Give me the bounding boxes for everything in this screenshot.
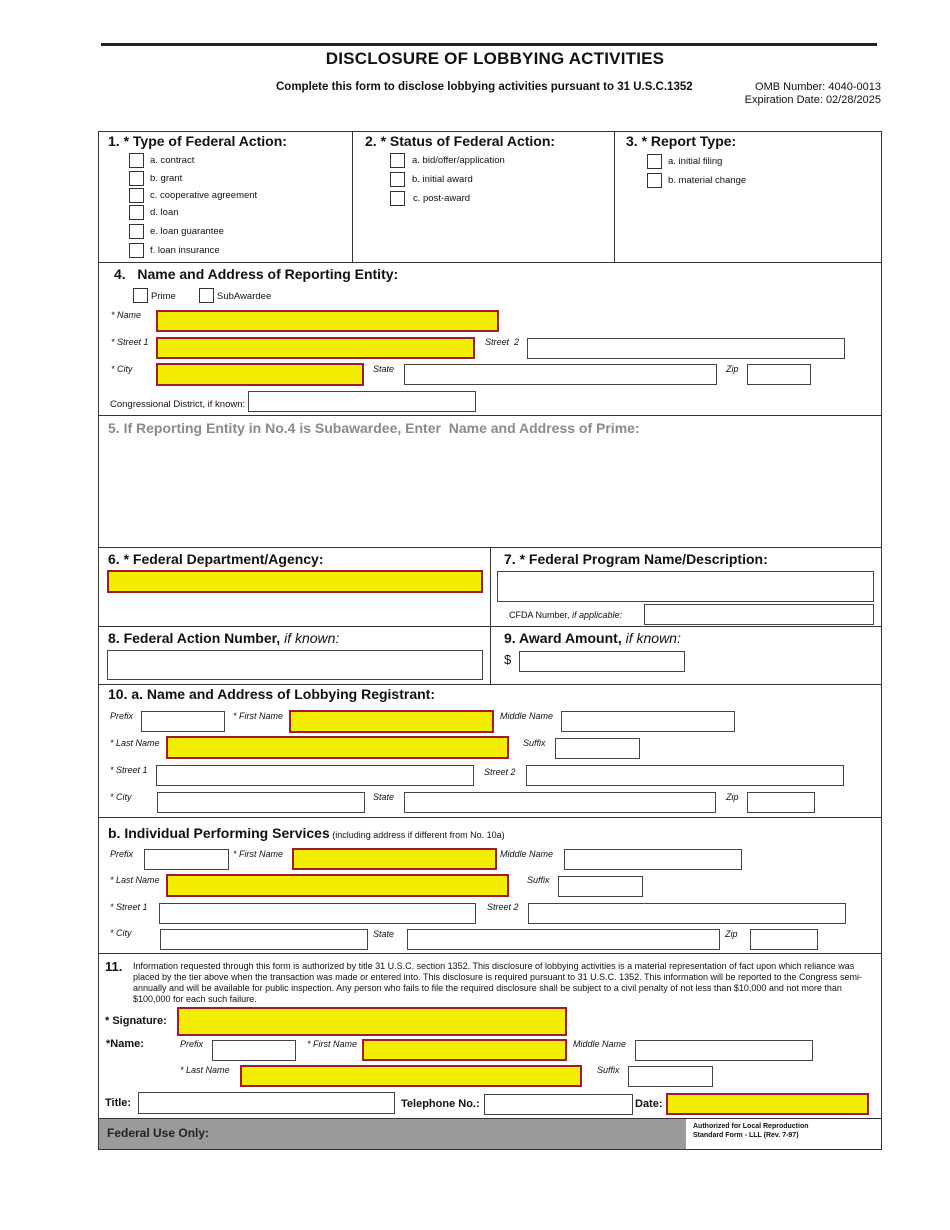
section10b-title-text: b. Individual Performing Services: [108, 825, 330, 841]
telephone-label: Telephone No.:: [401, 1098, 480, 1110]
section9-title-suffix: if known:: [625, 630, 681, 646]
checkbox-loan-insurance[interactable]: [129, 243, 144, 258]
divider: [490, 547, 491, 684]
prefix-label: Prefix: [180, 1039, 204, 1049]
federal-use-label: Federal Use Only:: [107, 1126, 210, 1140]
checkbox-grant[interactable]: [129, 171, 144, 186]
option-label: a. contract: [150, 155, 195, 166]
section6-title: 6. * Federal Department/Agency:: [108, 551, 324, 567]
option-label: c. cooperative agreement: [150, 190, 258, 201]
cfda-label: [509, 610, 622, 620]
reporting-entity-name-input[interactable]: [156, 310, 499, 332]
performer-prefix-input[interactable]: [144, 849, 229, 870]
section2-title: 2. * Status of Federal Action:: [365, 133, 556, 149]
name-label: *Name:: [106, 1038, 144, 1050]
checkbox-cooperative-agreement[interactable]: [129, 188, 144, 203]
registrant-first-name-input[interactable]: [289, 710, 494, 733]
middle-name-label: Middle Name: [573, 1039, 627, 1049]
option-label: c. post-award: [413, 193, 471, 204]
reporting-entity-zip-input[interactable]: [747, 364, 811, 385]
performer-middle-name-input[interactable]: [564, 849, 742, 870]
cfda-label-suffix: if applicable:: [572, 610, 623, 620]
zip-label: Zip: [726, 364, 739, 374]
performer-suffix-input[interactable]: [558, 876, 643, 897]
omb-info: [720, 81, 881, 107]
zip-label: Zip: [726, 792, 739, 802]
registrant-street1-input[interactable]: [156, 765, 474, 786]
suffix-label: Suffix: [527, 875, 550, 885]
registrant-city-input[interactable]: [157, 792, 365, 813]
signer-title-input[interactable]: [138, 1092, 395, 1114]
section11-disclosure-text: Information requested through this form is authorized by title 31 U.S.C. section 1352. This disclosure of lobbying activities is a material representation of fact upon which reliance was placed by the tier above when the transaction was made or entered into. This disclosure is required pursuant to 31 U.S.C. 1352. This information will be reported to the Congress semi-annually and will be available for public inspection. Any person who fails to file the required disclosure shall be subject to a civil penalty of not less than $10,000 and not more than $100,000 for each such failure.: [133, 961, 863, 1004]
form-title: DISCLOSURE OF LOBBYING ACTIVITIES: [325, 49, 665, 68]
section1-title: 1. * Type of Federal Action:: [108, 133, 287, 149]
signer-first-name-input[interactable]: [362, 1039, 567, 1061]
last-name-label: * Last Name: [180, 1065, 230, 1075]
reporting-entity-street2-input[interactable]: [527, 338, 845, 359]
checkbox-loan[interactable]: [129, 205, 144, 220]
divider: [98, 262, 882, 263]
checkbox-initial-award[interactable]: [390, 172, 405, 187]
section8-title-suffix: if known:: [284, 630, 340, 646]
checkbox-contract[interactable]: [129, 153, 144, 168]
state-label: State: [373, 364, 395, 374]
performer-street2-input[interactable]: [528, 903, 846, 924]
option-label: f. loan insurance: [150, 245, 220, 256]
street1-label: * Street 1: [111, 337, 149, 347]
street2-label: Street 2: [484, 767, 516, 777]
last-name-label: * Last Name: [110, 875, 160, 885]
signer-prefix-input[interactable]: [212, 1040, 296, 1061]
federal-agency-input[interactable]: [107, 570, 483, 593]
federal-action-number-input[interactable]: [107, 650, 483, 680]
option-label: e. loan guarantee: [150, 226, 224, 237]
option-label: b. initial award: [412, 174, 473, 185]
signature-date-input[interactable]: [666, 1093, 869, 1115]
street1-label: * Street 1: [110, 902, 148, 912]
reporting-entity-street1-input[interactable]: [156, 337, 475, 359]
reporting-entity-city-input[interactable]: [156, 363, 364, 386]
reporting-entity-state-input[interactable]: [404, 364, 717, 385]
divider: [352, 131, 353, 262]
signer-suffix-input[interactable]: [628, 1066, 713, 1087]
checkbox-prime[interactable]: [133, 288, 148, 303]
performer-first-name-input[interactable]: [292, 848, 497, 870]
cfda-label-text: CFDA Number,: [509, 610, 573, 620]
award-amount-input[interactable]: [519, 651, 685, 672]
section5-title: 5. If Reporting Entity in No.4 is Subawardee, Enter Name and Address of Prime:: [108, 420, 640, 436]
signature-input[interactable]: [177, 1007, 567, 1036]
cfda-number-input[interactable]: [644, 604, 874, 625]
first-name-label: * First Name: [233, 849, 284, 859]
middle-name-label: Middle Name: [500, 711, 554, 721]
section8-title-text: 8. Federal Action Number,: [108, 630, 285, 646]
section8-title: [108, 630, 339, 646]
section3-title: 3. * Report Type:: [626, 133, 737, 149]
form-number-line: Standard Form - LLL (Rev. 7-97): [693, 1132, 799, 1139]
registrant-suffix-input[interactable]: [555, 738, 640, 759]
district-label: Congressional District, if known:: [110, 399, 246, 410]
middle-name-label: Middle Name: [500, 849, 554, 859]
name-label: * Name: [111, 310, 142, 320]
city-label: * City: [110, 792, 132, 802]
divider: [98, 415, 882, 416]
currency-symbol: $: [504, 652, 512, 667]
section9-title-text: 9. Award Amount,: [504, 630, 626, 646]
performer-state-input[interactable]: [407, 929, 720, 950]
section9-title: [504, 630, 681, 646]
divider: [98, 817, 882, 818]
signer-middle-name-input[interactable]: [635, 1040, 813, 1061]
checkbox-initial-filing[interactable]: [647, 154, 662, 169]
street2-label: Street 2: [485, 337, 520, 347]
telephone-input[interactable]: [484, 1094, 633, 1115]
option-label: b. grant: [150, 173, 183, 184]
omb-number: OMB Number: 4040-0013: [755, 81, 881, 93]
expiration-date: Expiration Date: 02/28/2025: [744, 94, 881, 106]
title-label: Title:: [105, 1097, 132, 1109]
authorization-line: Authorized for Local Reproduction: [693, 1123, 809, 1130]
divider: [98, 684, 882, 685]
section10b-title: [108, 825, 505, 841]
registrant-middle-name-input[interactable]: [561, 711, 735, 732]
performer-city-input[interactable]: [160, 929, 368, 950]
option-label: a. bid/offer/application: [412, 155, 505, 166]
street1-label: * Street 1: [110, 765, 148, 775]
registrant-state-input[interactable]: [404, 792, 716, 813]
congressional-district-input[interactable]: [248, 391, 476, 412]
street2-label: Street 2: [487, 902, 519, 912]
date-label: Date:: [635, 1098, 663, 1110]
option-label: d. loan: [150, 207, 179, 218]
suffix-label: Suffix: [597, 1065, 620, 1075]
checkbox-post-award[interactable]: [390, 191, 405, 206]
checkbox-loan-guarantee[interactable]: [129, 224, 144, 239]
checkbox-subawardee[interactable]: [199, 288, 214, 303]
zip-label: Zip: [725, 929, 738, 939]
first-name-label: * First Name: [307, 1039, 358, 1049]
signer-last-name-input[interactable]: [240, 1065, 582, 1087]
section4-title: 4. Name and Address of Reporting Entity:: [114, 266, 399, 282]
subawardee-label: SubAwardee: [217, 291, 272, 302]
federal-program-input[interactable]: [497, 571, 874, 602]
prefix-label: Prefix: [110, 711, 134, 721]
divider: [614, 131, 615, 262]
form-authorization: [693, 1122, 809, 1140]
suffix-label: Suffix: [523, 738, 546, 748]
state-label: State: [373, 792, 395, 802]
option-label: b. material change: [668, 175, 747, 186]
performer-zip-input[interactable]: [750, 929, 818, 950]
checkbox-material-change[interactable]: [647, 173, 662, 188]
section10a-title: 10. a. Name and Address of Lobbying Registrant:: [108, 686, 435, 702]
header-rule: [101, 43, 877, 46]
prefix-label: Prefix: [110, 849, 134, 859]
performer-last-name-input[interactable]: [166, 874, 509, 897]
prime-label: Prime: [151, 291, 176, 302]
registrant-zip-input[interactable]: [747, 792, 815, 813]
performer-street1-input[interactable]: [159, 903, 476, 924]
city-label: * City: [110, 928, 132, 938]
signature-label: * Signature:: [105, 1015, 167, 1027]
section7-title: 7. * Federal Program Name/Description:: [504, 551, 768, 567]
first-name-label: * First Name: [233, 711, 284, 721]
state-label: State: [373, 929, 395, 939]
divider: [98, 953, 882, 954]
option-label: a. initial filing: [668, 156, 723, 167]
registrant-last-name-input[interactable]: [166, 736, 509, 759]
registrant-prefix-input[interactable]: [141, 711, 225, 732]
section11-number: 11.: [105, 959, 123, 974]
city-label: * City: [111, 364, 133, 374]
checkbox-bid-offer[interactable]: [390, 153, 405, 168]
form-subtitle: Complete this form to disclose lobbying activities pursuant to 31 U.S.C.1352: [276, 81, 693, 93]
last-name-label: * Last Name: [110, 738, 160, 748]
registrant-street2-input[interactable]: [526, 765, 844, 786]
section10b-title-note: (including address if different from No. 10a): [329, 830, 505, 840]
